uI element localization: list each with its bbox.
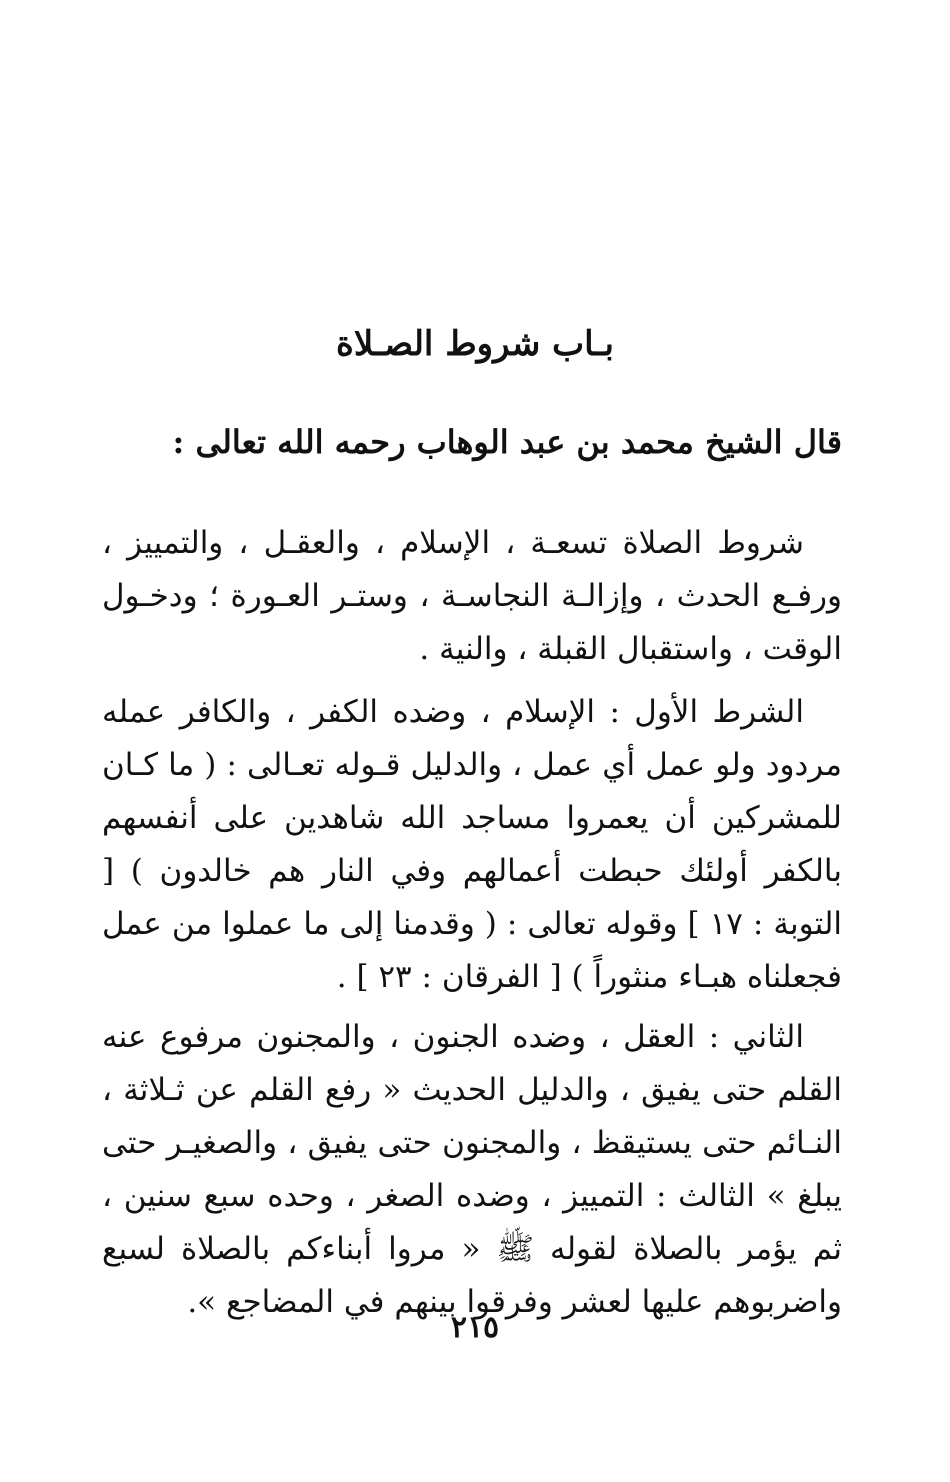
paragraph-first-condition: الشرط الأول : الإسلام ، وضده الكفر ، والكافر عمله مردود ولو عمل أي عمل ، والدليل قـوله تعـالى : ( ما كـان للمشركين أن يعمروا مساجد الله شاهدين على أنفسهم بالكفر أولئك حبطت أعمالهم وفي النار هم خالدون ) [ التوبة : ١٧ ] وقوله تعالى : ( وقدمنا إلى ما عملوا من عمل فجعلناه هبـاء منثوراً ) [ الفرقان : ٢٣ ] . bbox=[102, 694, 842, 995]
paragraph-second-third-condition: الثاني : العقل ، وضده الجنون ، والمجنون مرفوع عنه القلم حتى يفيق ، والدليل الحديث « رفع القلم عن ثـلاثة ، النـائم حتى يستيقظ ، والمجنون حتى يفيق ، والصغيـر حتى يبلغ » الثالث : التمييز ، وضده الصغر ، وحده سبع سنين ، ثم يؤمر بالصلاة لقوله ﷺ « مروا أبناءكم بالصلاة لسبع واضربوهم عليها لعشر وفرقوا بينهم في المضاجع ». bbox=[102, 1019, 842, 1320]
chapter-title: بـاب شروط الصـلاة bbox=[336, 324, 614, 364]
page-number: ٢١٥ bbox=[450, 1310, 500, 1345]
intro-line: قال الشيخ محمد بن عبد الوهاب رحمه الله تعالى : bbox=[172, 423, 842, 461]
paragraph-conditions: شروط الصلاة تسعـة ، الإسلام ، والعقـل ، والتمييز ، ورفـع الحدث ، وإزالـة النجاسـة ، وستـر العـورة ؛ ودخـول الوقت ، واستقبال القبلة ، والنية . bbox=[102, 525, 842, 667]
